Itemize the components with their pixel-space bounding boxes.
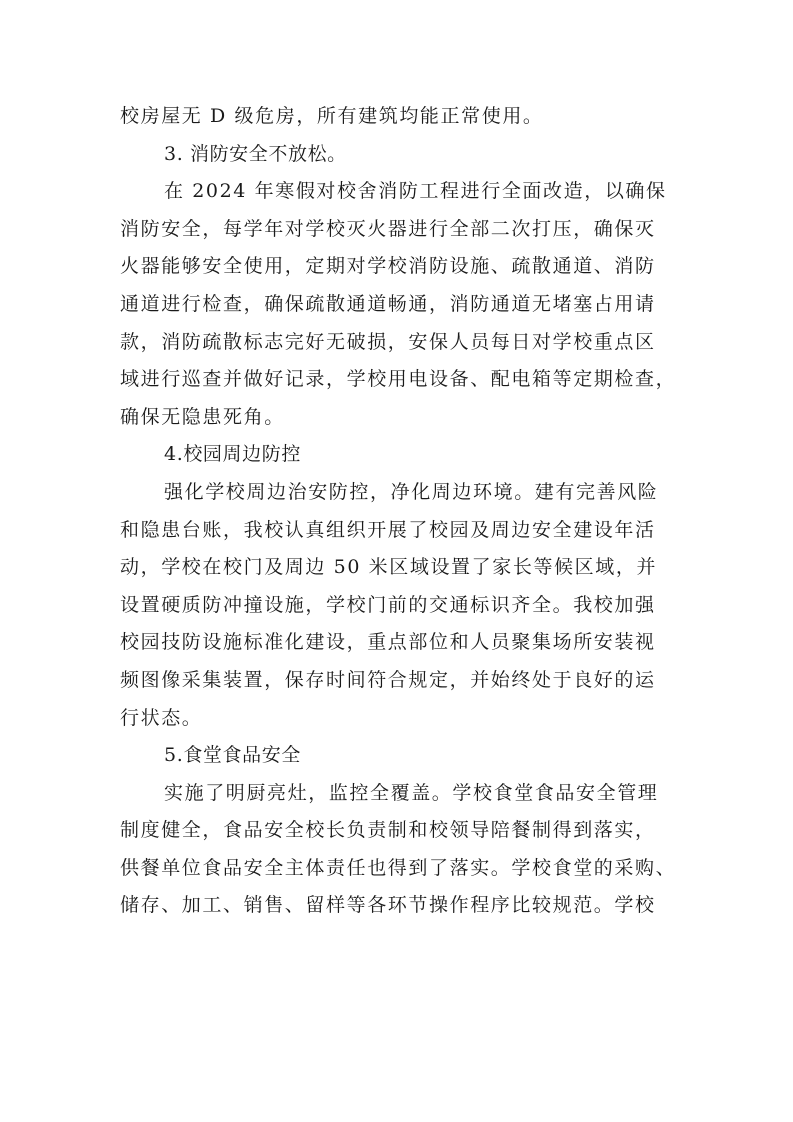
document-body — [120, 98, 680, 925]
text-line: 储存、加工、销售、留样等各环节操作程序比较规范。学校 — [120, 894, 656, 917]
text-line: 动，学校在校门及周边 50 米区域设置了家长等候区域，并 — [120, 556, 658, 579]
section-heading-fire-safety: 3. 消防安全不放松。 — [164, 142, 347, 165]
text-line: 和隐患台账，我校认真组织开展了校园及周边安全建设年活 — [120, 518, 656, 541]
text-line: 通道进行检查，确保疏散通道畅通，消防通道无堵塞占用请 — [120, 292, 656, 315]
text-line: 域进行巡查并做好记录，学校用电设备、配电箱等定期检查， — [120, 368, 677, 391]
text-line: 制度健全，食品安全校长负责制和校领导陪餐制得到落实， — [120, 819, 656, 842]
text-line: 火器能够安全使用，定期对学校消防设施、疏散通道、消防 — [120, 255, 656, 278]
text-line: 供餐单位食品安全主体责任也得到了落实。学校食堂的采购、 — [120, 856, 677, 879]
text-line: 校房屋无 D 级危房，所有建筑均能正常使用。 — [120, 105, 544, 127]
text-line: 行状态。 — [120, 706, 203, 729]
text-line: 强化学校周边治安防控，净化周边环境。建有完善风险 — [164, 480, 659, 503]
text-line: 校园技防设施标准化建设，重点部位和人员聚集场所安装视 — [120, 631, 656, 654]
text-line: 款，消防疏散标志完好无破损，安保人员每日对学校重点区 — [120, 330, 656, 353]
text-line: 消防安全，每学年对学校灭火器进行全部二次打压，确保灭 — [120, 217, 656, 240]
text-line: 在 2024 年寒假对校舍消防工程进行全面改造，以确保 — [164, 180, 667, 203]
section-heading-canteen-food-safety: 5.食堂食品安全 — [164, 744, 301, 767]
text-line: 确保无隐患死角。 — [120, 405, 285, 428]
text-line: 设置硬质防冲撞设施，学校门前的交通标识齐全。我校加强 — [120, 593, 656, 616]
section-heading-campus-perimeter: 4.校园周边防控 — [164, 443, 301, 466]
text-line: 频图像采集装置，保存时间符合规定，并始终处于良好的运 — [120, 668, 656, 691]
text-line: 实施了明厨亮灶，监控全覆盖。学校食堂食品安全管理 — [164, 781, 659, 804]
